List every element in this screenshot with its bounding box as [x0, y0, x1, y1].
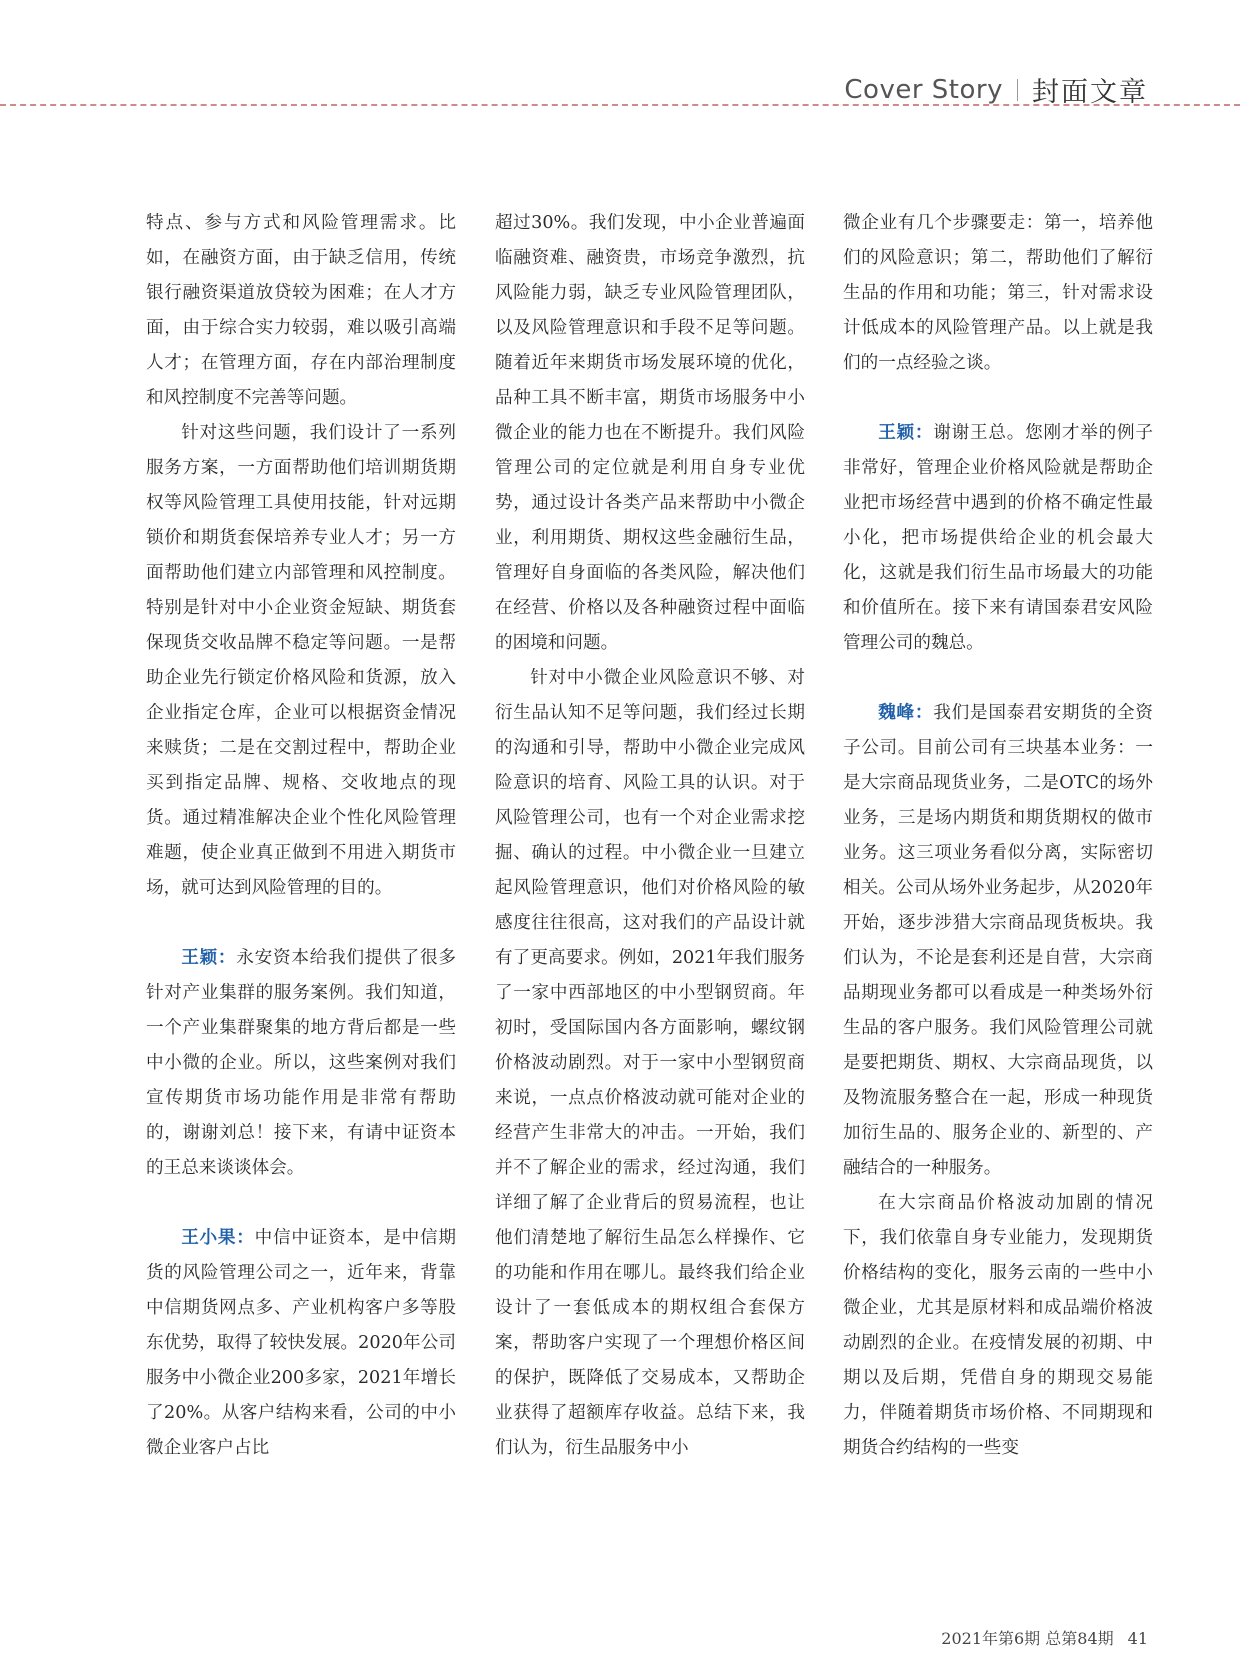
- paragraph: 特点、参与方式和风险管理需求。比如，在融资方面，由于缺乏信用，传统银行融资渠道放贷较为困难；在人才方面，由于综合实力较弱，难以吸引高端人才；在管理方面，存在内部治理制度和风控制度不完善等问题。: [146, 213, 456, 408]
- header-divider: [1017, 79, 1018, 101]
- paragraph: 在大宗商品价格波动加剧的情况下，我们依靠自身专业能力，发现期货价格结构的变化，服务云南的一些中小微企业，尤其是原材料和成品端价格波动剧烈的企业。在疫情发展的初期、中期以及后期，凭借自身的期现交易能力，伴随着期货市场价格、不同期现和期货合约结构的一些变: [843, 1193, 1153, 1458]
- page-footer: [941, 1626, 1148, 1649]
- issue-info: 2021年第6期 总第84期: [941, 1629, 1114, 1648]
- speech-text: 中信中证资本，是中信期货的风险管理公司之一，近年来，背靠中信期货网点多、产业机构客户多等股东优势，取得了较快发展。2020年公司服务中小微企业200多家，2021年增长了20%。从客户结构来看，公司的中小微企业客户占比: [146, 1228, 456, 1458]
- speaker-paragraph: [146, 1221, 456, 1466]
- speech-text: 永安资本给我们提供了很多针对产业集群的服务案例。我们知道，一个产业集群聚集的地方背后都是一些中小微的企业。所以，这些案例对我们宣传期货市场功能作用是非常有帮助的，谢谢刘总！接下来，有请中证资本的王总来谈谈体会。: [146, 948, 456, 1178]
- text-column-2: [495, 206, 805, 1466]
- section-title-en: Cover Story: [844, 74, 1003, 105]
- speaker-paragraph: [146, 941, 456, 1186]
- speaker-paragraph: [843, 416, 1153, 661]
- text-column-1: [146, 206, 456, 1466]
- speaker-name: 王颖：: [878, 423, 934, 443]
- speaker-name: 王颖：: [181, 948, 237, 968]
- speech-text: 我们是国泰君安期货的全资子公司。目前公司有三块基本业务：一是大宗商品现货业务，二是OTC的场外业务，三是场内期货和期货期权的做市业务。这三项业务看似分离，实际密切相关。公司从场外业务起步，从2020年开始，逐步涉猎大宗商品现货板块。我们认为，不论是套利还是自营，大宗商品期现业务都可以看成是一种类场外衍生品的客户服务。我们风险管理公司就是要把期货、期权、大宗商品现货，以及物流服务整合在一起，形成一种现货加衍生品的、服务企业的、新型的、产融结合的一种服务。: [843, 703, 1153, 1178]
- speech-text: 谢谢王总。您刚才举的例子非常好，管理企业价格风险就是帮助企业把市场经营中遇到的价格不确定性最小化，把市场提供给企业的机会最大化，这就是我们衍生品市场最大的功能和价值所在。接下来有请国泰君安风险管理公司的魏总。: [843, 423, 1153, 653]
- speaker-name: 魏峰：: [878, 703, 934, 723]
- page-number: 41: [1127, 1629, 1148, 1648]
- speaker-name: 王小果：: [181, 1228, 255, 1248]
- paragraph: 针对这些问题，我们设计了一系列服务方案，一方面帮助他们培训期货期权等风险管理工具使用技能，针对远期锁价和期货套保培养专业人才；另一方面帮助他们建立内部管理和风控制度。特别是针对中小企业资金短缺、期货套保现货交收品牌不稳定等问题。一是帮助企业先行锁定价格风险和货源，放入企业指定仓库，企业可以根据资金情况来赎货；二是在交割过程中，帮助企业买到指定品牌、规格、交收地点的现货。通过精准解决企业个性化风险管理难题，使企业真正做到不用进入期货市场，就可达到风险管理的目的。: [146, 423, 456, 898]
- text-column-3: [843, 206, 1153, 1466]
- paragraph: 微企业有几个步骤要走：第一，培养他们的风险意识；第二，帮助他们了解衍生品的作用和功能；第三，针对需求设计低成本的风险管理产品。以上就是我们的一点经验之谈。: [843, 213, 1153, 373]
- paragraph: 针对中小微企业风险意识不够、对衍生品认知不足等问题，我们经过长期的沟通和引导，帮助中小微企业完成风险意识的培育、风险工具的认识。对于风险管理公司，也有一个对企业需求挖掘、确认的过程。中小微企业一旦建立起风险管理意识，他们对价格风险的敏感度往往很高，这对我们的产品设计就有了更高要求。例如，2021年我们服务了一家中西部地区的中小型钢贸商。年初时，受国际国内各方面影响，螺纹钢价格波动剧烈。对于一家中小型钢贸商来说，一点点价格波动就可能对企业的经营产生非常大的冲击。一开始，我们并不了解企业的需求，经过沟通，我们详细了解了企业背后的贸易流程，也让他们清楚地了解衍生品怎么样操作、它的功能和作用在哪儿。最终我们给企业设计了一套低成本的期权组合套保方案，帮助客户实现了一个理想价格区间的保护，既降低了交易成本，又帮助企业获得了超额库存收益。总结下来，我们认为，衍生品服务中小: [495, 668, 805, 1458]
- speaker-paragraph: [843, 696, 1153, 1186]
- header-dashed-rule: [0, 104, 1240, 106]
- section-title-cn: 封面文章: [1032, 77, 1148, 108]
- paragraph: 超过30%。我们发现，中小企业普遍面临融资难、融资贵，市场竞争激烈，抗风险能力弱，缺乏专业风险管理团队，以及风险管理意识和手段不足等问题。随着近年来期货市场发展环境的优化，品种工具不断丰富，期货市场服务中小微企业的能力也在不断提升。我们风险管理公司的定位就是利用自身专业优势，通过设计各类产品来帮助中小微企业，利用期货、期权这些金融衍生品，管理好自身面临的各类风险，解决他们在经营、价格以及各种融资过程中面临的困境和问题。: [495, 213, 805, 653]
